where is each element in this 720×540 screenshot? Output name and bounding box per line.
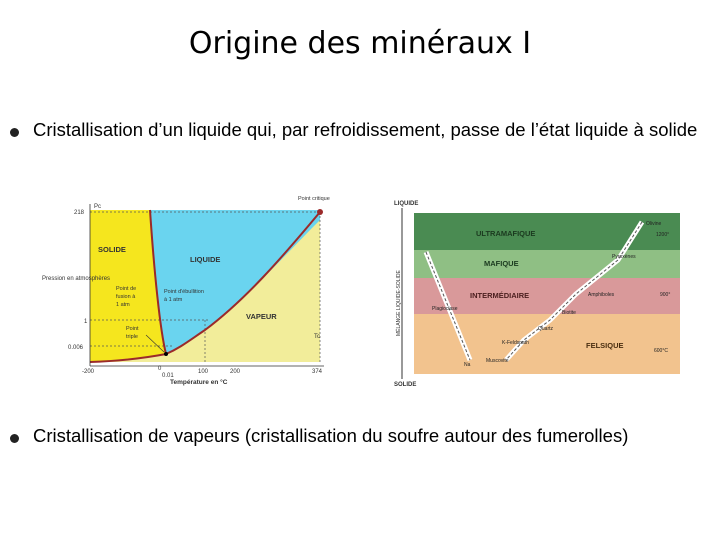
temperature-900: 900°: [660, 292, 671, 298]
y-tick: 1: [84, 319, 88, 325]
triple-point-label: Point triple: [126, 326, 139, 340]
mineral-quartz: Quartz: [538, 326, 554, 332]
band-label-mafic: MAFIQUE: [484, 259, 519, 268]
mineral-plagioclase: Plagioclase: [432, 306, 458, 312]
x-tick: 0.01: [162, 373, 174, 379]
ultramafic-band: [414, 213, 680, 250]
y-tick: 0.006: [68, 345, 84, 351]
mafic-band: [414, 250, 680, 278]
y-tick: Pc: [94, 204, 102, 210]
critical-point-label: Point critique: [298, 196, 330, 202]
axis-side-label: MÉLANGE LIQUIDE-SOLIDE: [396, 270, 402, 336]
liquid-label: LIQUIDE: [190, 255, 221, 264]
temperature-600: 600°C: [654, 348, 668, 354]
mineral-olivine: Olivine: [646, 221, 662, 227]
x-tick: -200: [82, 369, 95, 375]
band-label-ultramafic: ULTRAMAFIQUE: [476, 229, 536, 238]
band-label-felsic: FELSIQUE: [586, 341, 624, 350]
mineral-pyroxenes: Pyroxènes: [612, 254, 636, 260]
bullet-dot: [10, 434, 19, 443]
bullet-text: Cristallisation d’un liquide qui, par refroidissement, passe de l’état liquide à solide: [33, 119, 698, 140]
band-label-intermediate: INTERMÉDIAIRE: [470, 291, 530, 300]
slide-title: Origine des minéraux I: [188, 26, 532, 61]
bullet-liquid-crystallization: [10, 119, 700, 169]
x-tick: 0: [158, 366, 162, 372]
mineral-k-feldspath: K-Feldspath: [502, 340, 529, 346]
vapour-label: VAPEUR: [246, 312, 277, 321]
x-tick: Tc: [314, 334, 320, 340]
x-axis-label: Température en °C: [170, 379, 228, 386]
solid-label: SOLIDE: [98, 245, 126, 254]
bullet-vapour-crystallization: [10, 425, 700, 455]
mineral-amphiboles: Amphiboles: [588, 292, 615, 298]
boiling-point-label: Point d'ébullition à 1 atm: [164, 289, 204, 303]
axis-top-label: LIQUIDE: [394, 201, 419, 207]
axis-bottom-label: SOLIDE: [394, 382, 417, 388]
triple-point-marker: [164, 352, 168, 356]
mineral-na: Na: [464, 362, 471, 368]
y-axis-label: Pression en atmosphères: [42, 276, 111, 282]
x-tick: 374: [312, 369, 323, 375]
water-phase-diagram: [40, 190, 340, 388]
mineral-biotite: Biotite: [562, 310, 576, 316]
x-tick: 200: [230, 369, 241, 375]
bullet-text: Cristallisation de vapeurs (cristallisation du soufre autour des fumerolles): [33, 425, 629, 446]
bullet-dot: [10, 128, 19, 137]
mineral-muscovite: Muscovite: [486, 358, 509, 364]
y-tick: 218: [74, 210, 85, 216]
critical-point-marker: [317, 209, 323, 215]
x-tick: 100: [198, 369, 209, 375]
melting-point-label: Point de fusion à 1 atm: [116, 286, 137, 308]
bowen-reaction-series: [390, 196, 690, 388]
temperature-1200: 1200°: [656, 232, 670, 238]
